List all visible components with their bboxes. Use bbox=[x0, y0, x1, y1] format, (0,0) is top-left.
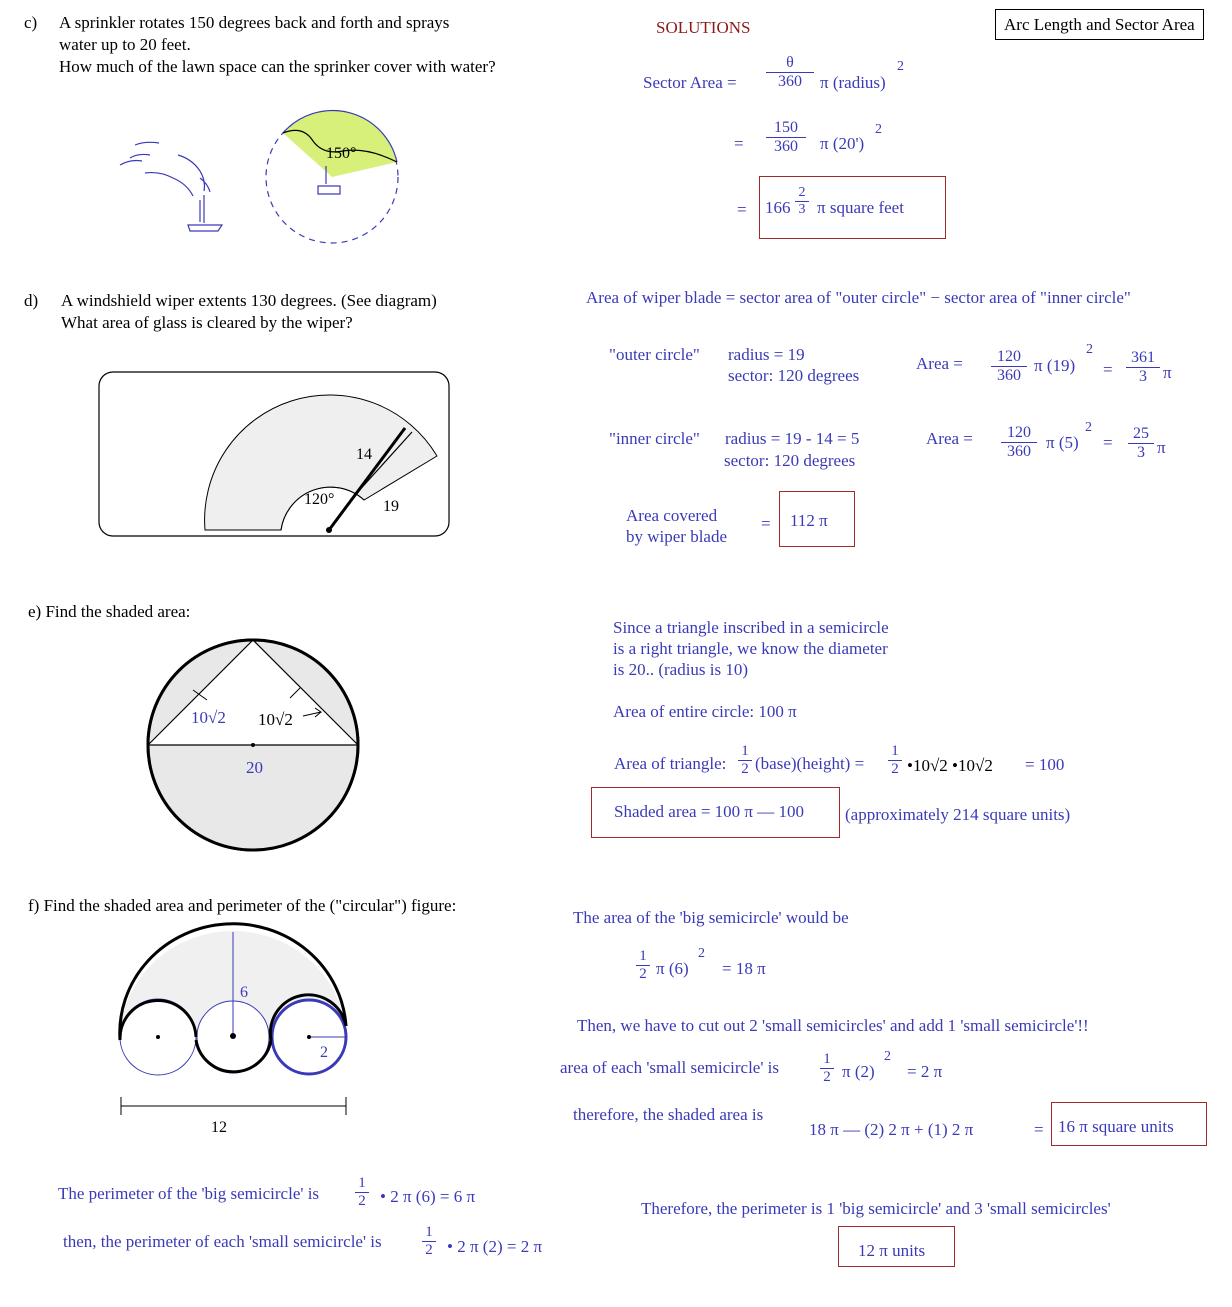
inner-radius: radius = 19 - 14 = 5 bbox=[725, 429, 860, 448]
triangle-area-label: Area of triangle: bbox=[614, 754, 727, 773]
problem-e-label: e) Find the shaded area: bbox=[28, 602, 191, 621]
outer-circle-name: "outer circle" bbox=[609, 345, 700, 364]
inner-den-360: 360 bbox=[1007, 443, 1031, 460]
outer-result bbox=[1126, 349, 1160, 386]
twenty-exp: 2 bbox=[875, 122, 882, 137]
approx-note: (approximately 214 square units) bbox=[845, 805, 1071, 824]
big-intro: The area of the 'big semicircle' would be bbox=[573, 908, 849, 927]
outer-den-360: 360 bbox=[997, 367, 1021, 384]
small-area: π (2) bbox=[842, 1062, 875, 1081]
solutions-heading: SOLUTIONS bbox=[656, 18, 751, 37]
inner-result-den: 3 bbox=[1137, 444, 1145, 461]
sprinkler-angle-label: 150° bbox=[326, 145, 357, 162]
inner-sector: sector: 120 degrees bbox=[724, 451, 856, 470]
perim-big-label: The perimeter of the 'big semicircle' is bbox=[58, 1184, 320, 1203]
perim-big-half-n: 1 bbox=[355, 1175, 369, 1193]
sprinkler-circle bbox=[266, 111, 398, 243]
perim-small-half-n: 1 bbox=[422, 1224, 436, 1242]
inner-result-num: 25 bbox=[1128, 425, 1154, 444]
circle-area: Area of entire circle: 100 π bbox=[613, 702, 797, 721]
outer-num-120: 120 bbox=[991, 348, 1027, 367]
pi-20: π (20') bbox=[820, 134, 865, 153]
outer-pi-19: π (19) bbox=[1034, 356, 1076, 375]
outer-area-word: Area = bbox=[916, 354, 963, 373]
fig-label-12: 12 bbox=[211, 1119, 227, 1136]
perim-big-half-d: 2 bbox=[358, 1193, 366, 1209]
explain-line1: Since a triangle inscribed in a semicircle bbox=[613, 618, 889, 637]
side-label-black: 10√2 bbox=[258, 710, 293, 729]
problem-d-line2: What area of glass is cleared by the wiper? bbox=[61, 313, 353, 332]
tri-half-n: 1 bbox=[738, 743, 752, 761]
inner-circle-name: "inner circle" bbox=[609, 429, 700, 448]
small-exp: 2 bbox=[884, 1049, 891, 1064]
tri-half2-d: 2 bbox=[891, 761, 899, 777]
fig-label-2: 2 bbox=[320, 1044, 328, 1061]
tri-multiply: •10√2 •10√2 bbox=[907, 756, 993, 775]
outer-eq: = bbox=[1103, 360, 1113, 379]
problem-c-line1: A sprinkler rotates 150 degrees back and forth and sprays bbox=[59, 13, 450, 32]
theta: θ bbox=[766, 54, 814, 73]
outer-120-360 bbox=[991, 348, 1027, 385]
answer-c-whole: 166 bbox=[765, 198, 791, 217]
problem-c-line2: water up to 20 feet. bbox=[59, 35, 191, 54]
wiper-angle-label: 120° bbox=[304, 491, 335, 508]
pi-radius: π (radius) bbox=[820, 73, 886, 92]
wiper-label-19: 19 bbox=[383, 498, 399, 515]
shaded-calc-eq: = bbox=[1034, 1120, 1044, 1139]
inner-pi: π bbox=[1157, 438, 1166, 457]
answer-c-frac bbox=[795, 185, 809, 218]
title-box: Arc Length and Sector Area bbox=[995, 9, 1204, 40]
problem-c-label: c) bbox=[24, 13, 38, 32]
perim-small-half bbox=[422, 1224, 436, 1259]
sprinkler-sketch bbox=[120, 142, 222, 231]
inner-120-360 bbox=[1001, 424, 1037, 461]
covered-line1: Area covered bbox=[626, 506, 718, 525]
frac-360-b: 360 bbox=[774, 138, 798, 155]
frac-150: 150 bbox=[766, 119, 806, 138]
inner-num-120: 120 bbox=[1001, 424, 1037, 443]
answer-c-rest: π square feet bbox=[817, 198, 904, 217]
covered-eq: = bbox=[761, 514, 771, 533]
problem-c-line3: How much of the lawn space can the sprinker cover with water? bbox=[59, 57, 496, 76]
problem-d-line1: A windshield wiper extents 130 degrees. (See diagram) bbox=[61, 291, 437, 310]
answer-c-den: 3 bbox=[798, 202, 806, 217]
tri-base-height: (base)(height) = bbox=[755, 754, 865, 773]
fig-label-6: 6 bbox=[240, 984, 248, 1001]
inscribed-triangle-diagram bbox=[148, 640, 358, 850]
inner-pi-5: π (5) bbox=[1046, 433, 1079, 452]
inner-eq: = bbox=[1103, 433, 1113, 452]
outer-pi: π bbox=[1163, 363, 1172, 382]
perim-small-label: then, the perimeter of each 'small semicircle' is bbox=[63, 1232, 382, 1251]
big-result: = 18 π bbox=[722, 959, 766, 978]
small-half-d: 2 bbox=[823, 1069, 831, 1085]
eq-1: = bbox=[734, 134, 744, 153]
explain-line3: is 20.. (radius is 10) bbox=[613, 660, 749, 679]
inner-exp: 2 bbox=[1085, 420, 1092, 435]
tri-half-d: 2 bbox=[741, 761, 749, 777]
answer-perim: 12 π units bbox=[858, 1241, 926, 1260]
outer-result-den: 3 bbox=[1139, 368, 1147, 385]
big-half-n: 1 bbox=[636, 948, 650, 966]
answer-area: 16 π square units bbox=[1058, 1117, 1174, 1136]
theta-over-360 bbox=[766, 54, 814, 91]
perim-big-half bbox=[355, 1175, 369, 1210]
perim-small: • 2 π (2) = 2 π bbox=[447, 1237, 543, 1256]
explain-line2: is a right triangle, we know the diameter bbox=[613, 639, 888, 658]
frac-360: 360 bbox=[778, 73, 802, 90]
wiper-sol-header: Area of wiper blade = sector area of "outer circle" − sector area of "inner circle" bbox=[586, 288, 1131, 307]
shaded-calc: 18 π — (2) 2 π + (1) 2 π bbox=[809, 1120, 974, 1139]
therefore-label: therefore, the shaded area is bbox=[573, 1105, 764, 1124]
small-result: = 2 π bbox=[907, 1062, 943, 1081]
big-area: π (6) bbox=[656, 959, 689, 978]
tri-half2-n: 1 bbox=[888, 743, 902, 761]
outer-exp: 2 bbox=[1086, 342, 1093, 357]
big-exp: 2 bbox=[698, 946, 705, 961]
perim-big: • 2 π (6) = 6 π bbox=[380, 1187, 476, 1206]
big-half bbox=[636, 948, 650, 983]
inner-result bbox=[1128, 425, 1154, 462]
answer-d: 112 π bbox=[790, 511, 828, 530]
outer-radius: radius = 19 bbox=[728, 345, 805, 364]
inner-area-word: Area = bbox=[926, 429, 973, 448]
diameter-label: 20 bbox=[246, 758, 263, 777]
big-half-d: 2 bbox=[639, 966, 647, 982]
outer-result-num: 361 bbox=[1126, 349, 1160, 368]
problem-f-label: f) Find the shaded area and perimeter of the ("circular") figure: bbox=[28, 896, 457, 915]
sector-area-lhs: Sector Area = bbox=[643, 73, 737, 92]
eq-2: = bbox=[737, 200, 747, 219]
side-label-blue: 10√2 bbox=[191, 708, 226, 727]
perim-small-half-d: 2 bbox=[425, 1242, 433, 1258]
tri-result: = 100 bbox=[1025, 755, 1065, 774]
150-over-360 bbox=[766, 119, 806, 156]
outer-sector: sector: 120 degrees bbox=[728, 366, 860, 385]
wiper-label-14: 14 bbox=[356, 446, 372, 463]
cut-note: Then, we have to cut out 2 'small semicircles' and add 1 'small semicircle'!! bbox=[577, 1016, 1089, 1035]
covered-line2: by wiper blade bbox=[626, 527, 728, 546]
small-area-label: area of each 'small semicircle' is bbox=[560, 1058, 779, 1077]
radius-exp: 2 bbox=[897, 59, 904, 74]
semicircle-figure bbox=[120, 924, 346, 1115]
tri-half bbox=[738, 743, 752, 778]
perim-total: Therefore, the perimeter is 1 'big semicircle' and 3 'small semicircles' bbox=[641, 1199, 1111, 1218]
shaded-area: Shaded area = 100 π — 100 bbox=[614, 802, 805, 821]
answer-c-num: 2 bbox=[795, 185, 809, 202]
tri-half-2 bbox=[888, 743, 902, 778]
small-half-n: 1 bbox=[820, 1051, 834, 1069]
small-half bbox=[820, 1051, 834, 1086]
problem-d-label: d) bbox=[24, 291, 39, 310]
